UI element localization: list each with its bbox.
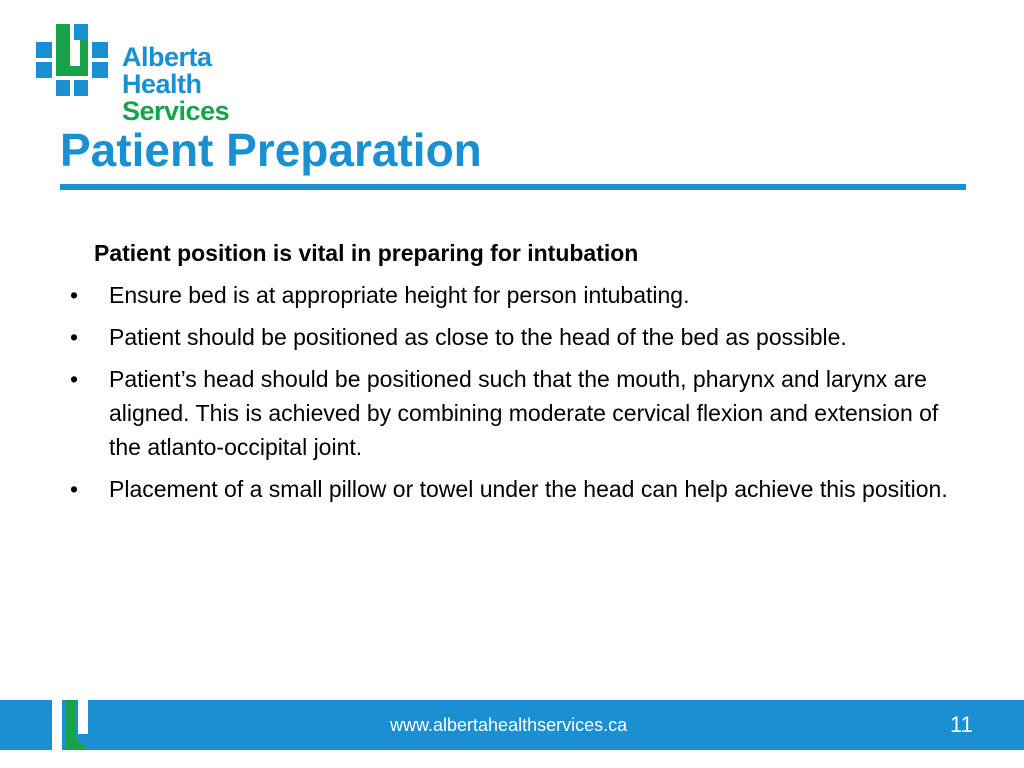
ahs-cross-logo-icon — [36, 24, 108, 96]
ahs-logo — [36, 24, 296, 126]
bullet-item — [68, 278, 948, 312]
slide-body — [68, 236, 948, 514]
bullet-icon: • — [70, 324, 79, 350]
bullet-text: Placement of a small pillow or towel under the head can help achieve this position. — [109, 476, 948, 502]
logo-wordmark — [122, 44, 296, 125]
bullet-list — [68, 278, 948, 506]
bullet-text: Patient’s head should be positioned such that the mouth, pharynx and larynx are aligned. This is achieved by combining moderate cervical flexion and extension of the atlanto-occipital joint. — [109, 366, 939, 460]
footer-bar — [0, 700, 1024, 750]
bullet-icon: • — [70, 282, 79, 308]
slide-title: Patient Preparation — [60, 124, 482, 176]
bullet-item — [68, 362, 948, 464]
bullet-icon: • — [70, 476, 79, 502]
page-number: 11 — [950, 712, 973, 737]
footer-website-url: www.albertahealthservices.ca — [390, 715, 628, 735]
lead-statement: Patient position is vital in preparing for intubation — [94, 240, 639, 266]
bullet-icon: • — [70, 366, 79, 392]
bullet-text: Ensure bed is at appropriate height for person intubating. — [109, 282, 690, 308]
title-underline — [60, 184, 966, 190]
logo-text-line-1: Alberta Health — [122, 42, 212, 99]
logo-text-line-2: Services — [122, 96, 230, 126]
footer-logo-mark-icon — [50, 700, 90, 750]
bullet-item — [68, 472, 948, 506]
bullet-text: Patient should be positioned as close to the head of the bed as possible. — [109, 324, 847, 350]
bullet-item — [68, 320, 948, 354]
